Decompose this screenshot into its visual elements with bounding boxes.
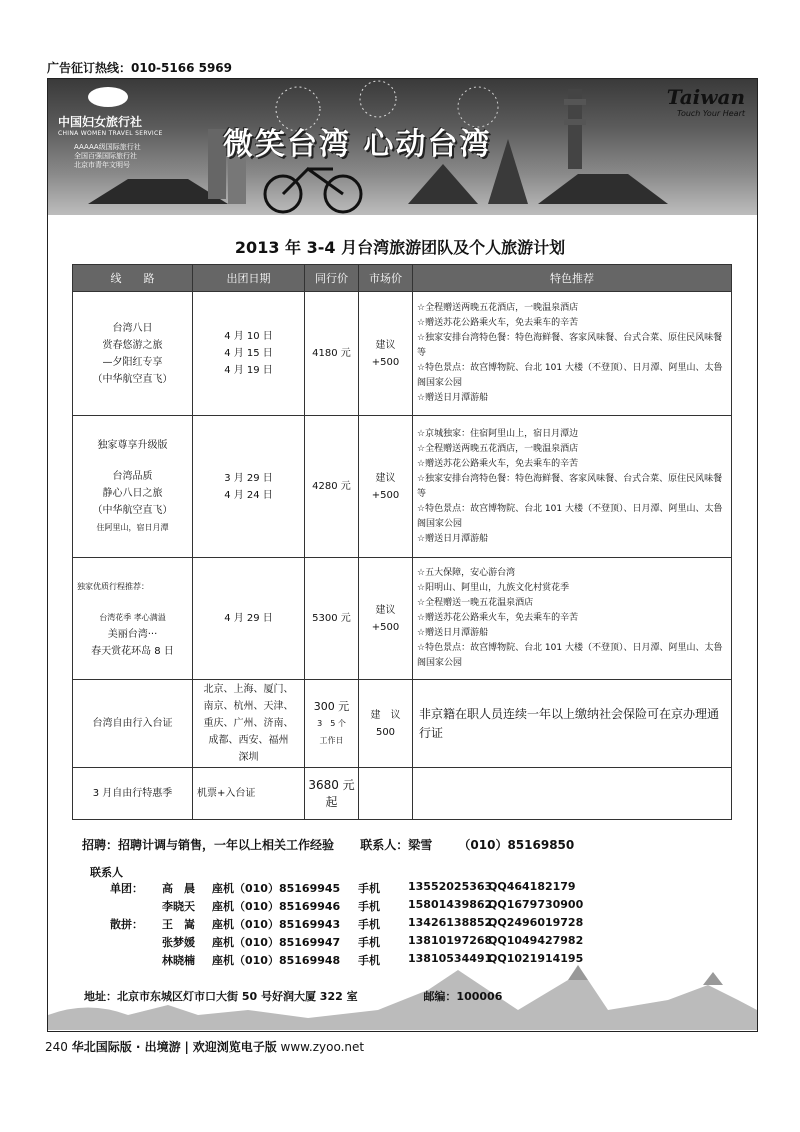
page-title: 2013 年 3-4 月台湾旅游团队及个人旅游计划	[234, 238, 566, 257]
market-price-cell: 建议 +500	[359, 558, 413, 680]
peer-price-cell: 4280 元	[305, 416, 359, 558]
org-emblem-icon	[88, 87, 128, 107]
table-row	[73, 416, 732, 558]
market-price-cell: 建 议 500	[359, 680, 413, 768]
header-features: 特色推荐	[413, 265, 732, 292]
table-row	[73, 680, 732, 768]
route-cell: 独家优质行程推荐： 台湾花季 孝心满溢 美丽台湾··· 春天赏花环岛 8 日	[73, 558, 193, 680]
header-route: 线 路	[73, 265, 193, 292]
address: 地址：北京市东城区灯市口大街 50 号好润大厦 322 室	[84, 990, 358, 1003]
banner-slogan: 微笑台湾 心动台湾	[223, 127, 492, 162]
recruit-phone: （010）85169850	[458, 838, 575, 852]
header-peer-price: 同行价	[305, 265, 359, 292]
dates-cell: 4 月 29 日	[193, 558, 305, 680]
table-row	[73, 558, 732, 680]
market-price-cell: 建议 +500	[359, 416, 413, 558]
taiwan-brand-logo: Taiwan Touch Your Heart	[666, 85, 745, 118]
table-header-row	[73, 265, 732, 292]
recruit-text: 招聘：招聘计调与销售，一年以上相关工作经验	[82, 838, 335, 852]
org-name-en: CHINA WOMEN TRAVEL SERVICE	[58, 130, 163, 137]
banner	[48, 79, 757, 215]
peer-price-cell: 5300 元	[305, 558, 359, 680]
peer-price-cell: 4180 元	[305, 292, 359, 416]
publication-name: 华北国际版 · 出境游	[71, 1040, 181, 1054]
route-cell: 台湾自由行入台证	[73, 680, 193, 768]
contacts-header: 联系人	[90, 866, 123, 879]
org-logo	[58, 87, 163, 170]
market-price-cell: 建议 +500	[359, 292, 413, 416]
cities-cell: 机票+入台证	[193, 768, 305, 820]
route-cell: 台湾八日 赏春悠游之旅 —夕阳红专享 （中华航空直飞）	[73, 292, 193, 416]
features-cell: 非京籍在职人员连续一年以上缴纳社会保险可在京办理通行证	[413, 680, 732, 768]
footer-url[interactable]: www.zyoo.net	[280, 1040, 365, 1054]
table-row	[73, 768, 732, 820]
page-number: 240	[45, 1040, 68, 1054]
ad-hotline: 广告征订热线：010-5166 5969	[47, 61, 233, 75]
cities-cell: 北京、上海、厦门、 南京、杭州、天津、 重庆、广州、济南、 成都、西安、福州 深圳	[193, 680, 305, 768]
route-cell: 3 月自由行特惠季	[73, 768, 193, 820]
page-footer	[45, 1038, 364, 1055]
header-dates: 出团日期	[193, 265, 305, 292]
tour-plan-table	[72, 264, 732, 820]
org-credentials: AAAAA级国际旅行社 全国百强国际旅行社 北京市青年文明号	[74, 143, 141, 169]
postcode: 邮编：100006	[423, 990, 503, 1003]
route-cell: 独家尊享升级版 台湾品质 静心八日之旅 （中华航空直飞） 住阿里山，宿日月潭	[73, 416, 193, 558]
features-cell	[413, 768, 732, 820]
org-name-cn: 中国妇女旅行社	[58, 115, 143, 129]
dates-cell: 3 月 29 日 4 月 24 日	[193, 416, 305, 558]
header-market-price: 市场价	[359, 265, 413, 292]
features-cell: ☆京城独家：住宿阿里山上，宿日月潭边 ☆全程赠送两晚五花酒店，一晚温泉酒店 ☆赠送苏花公路乘火车，免去乘车的辛苦 ☆独家安排台湾特色餐：特色海鲜餐、客家风味餐、台式合菜、原住民风味餐等 ☆特色景点：故宫博物院、台北 101 大楼（不登顶）、日月潭、阿里山、太鲁阁国家公园 ☆赠送日月潭游船	[413, 416, 732, 558]
recruit-contact: 联系人：梁雪	[360, 838, 433, 852]
address-line	[84, 988, 502, 1004]
dates-cell: 4 月 10 日 4 月 15 日 4 月 19 日	[193, 292, 305, 416]
footer-welcome: 欢迎浏览电子版	[192, 1040, 277, 1054]
features-cell: ☆全程赠送两晚五花酒店，一晚温泉酒店 ☆赠送苏花公路乘火车，免去乘车的辛苦 ☆独家安排台湾特色餐：特色海鲜餐、客家风味餐、台式合菜、原住民风味餐等 ☆特色景点：故宫博物院、台北 101 大楼（不登顶）、日月潭、阿里山、太鲁阁国家公园 ☆赠送日月潭游船	[413, 292, 732, 416]
recruit-line	[82, 836, 596, 853]
peer-price-cell: 3680 元 起	[305, 768, 359, 820]
table-row	[73, 292, 732, 416]
footer-separator: |	[184, 1040, 189, 1054]
market-price-cell	[359, 768, 413, 820]
features-cell: ☆五大保障，安心游台湾 ☆阳明山、阿里山，九族文化村赏花季 ☆全程赠送一晚五花温泉酒店 ☆赠送苏花公路乘火车，免去乘车的辛苦 ☆赠送日月潭游船 ☆特色景点：故宫博物院、台北 101 大楼（不登顶）、日月潭、阿里山、太鲁阁国家公园	[413, 558, 732, 680]
peer-price-cell: 300 元 3 5 个 工作日	[305, 680, 359, 768]
